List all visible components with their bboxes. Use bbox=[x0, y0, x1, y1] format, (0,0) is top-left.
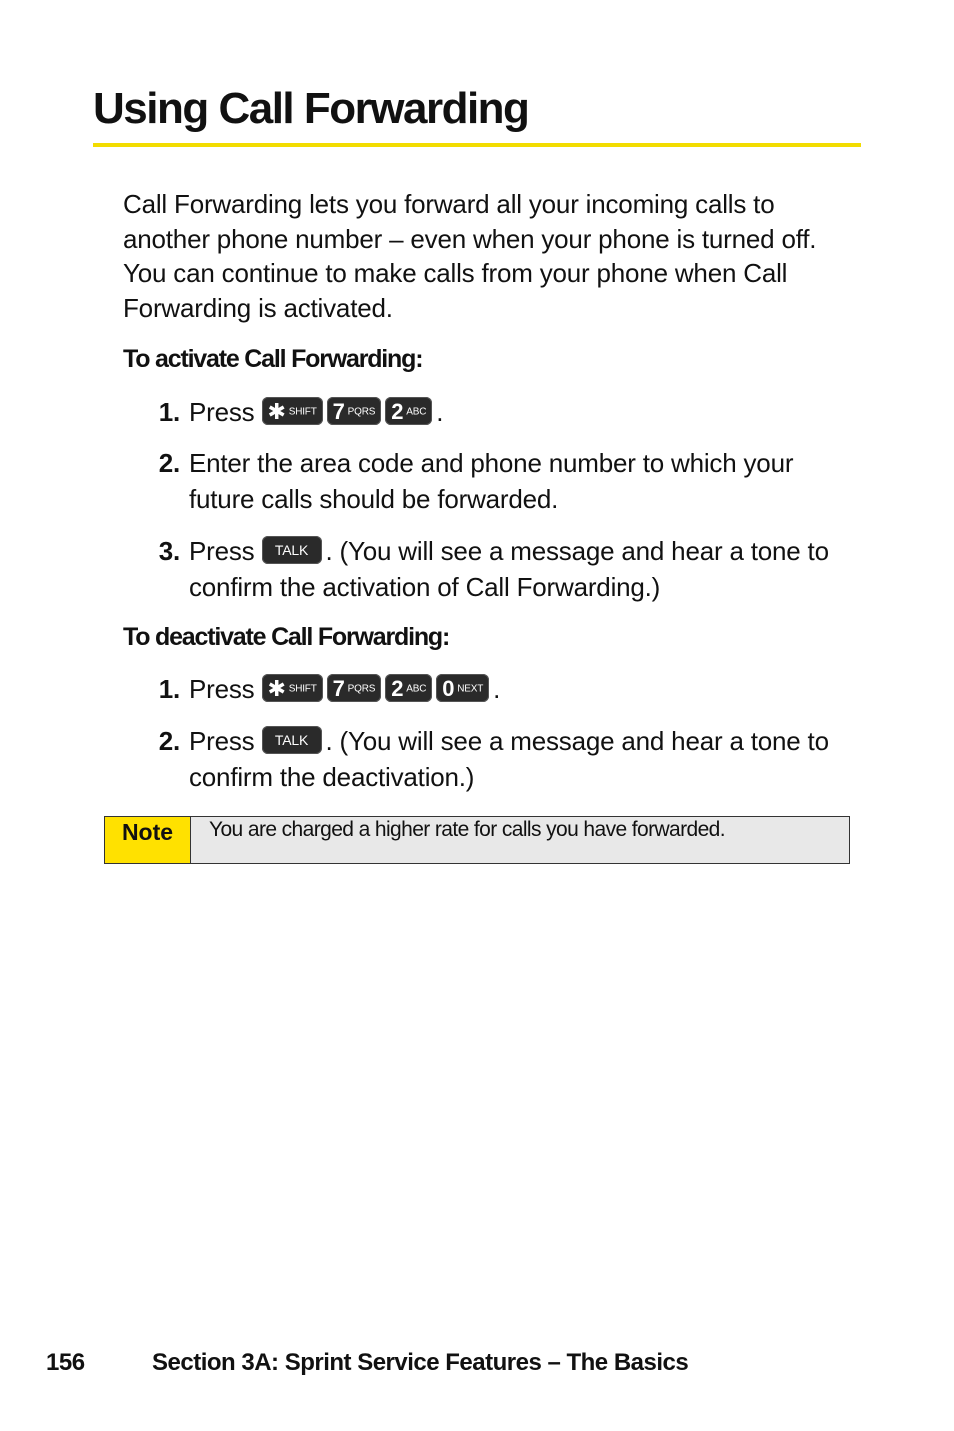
star-shift-key: ✱ SHIFT bbox=[262, 674, 323, 702]
activate-heading: To activate Call Forwarding: bbox=[123, 345, 423, 373]
step-number: 1. bbox=[158, 674, 180, 704]
two-abc-key: 2 ABC bbox=[385, 674, 432, 702]
step-number: 1. bbox=[158, 397, 180, 427]
seven-pqrs-key: 7 PQRS bbox=[327, 397, 382, 425]
page-number: 156 bbox=[46, 1349, 85, 1376]
two-abc-key: 2 ABC bbox=[385, 397, 432, 425]
title-underline bbox=[93, 143, 861, 147]
step-text-end: . (You will see a message and hear a tone to confirm the activation of Call Forwarding.) bbox=[189, 536, 829, 602]
step-number: 2. bbox=[158, 448, 180, 478]
intro-paragraph: Call Forwarding lets you forward all your incoming calls to another phone number – even when your phone is turned off. You can continue to make calls from your phone when Call Forwarding is activated. bbox=[123, 189, 817, 323]
step-text: Press bbox=[189, 536, 255, 566]
zero-next-key: 0 NEXT bbox=[436, 674, 489, 702]
star-key-icon: ✱ bbox=[267, 676, 286, 702]
note-label: Note bbox=[105, 817, 191, 863]
star-shift-key: ✱ SHIFT bbox=[262, 397, 323, 425]
step-text: Press bbox=[189, 726, 255, 756]
page-title: Using Call Forwarding bbox=[93, 84, 529, 133]
seven-pqrs-key: 7 PQRS bbox=[327, 674, 382, 702]
step-text-end: . bbox=[493, 674, 501, 704]
talk-key: TALK bbox=[262, 536, 322, 564]
star-key-icon: ✱ bbox=[267, 399, 286, 425]
section-footer: Section 3A: Sprint Service Features – The Basics bbox=[152, 1349, 689, 1376]
note-box bbox=[104, 816, 850, 864]
step-text-end: . bbox=[436, 397, 444, 427]
note-text: You are charged a higher rate for calls you have forwarded. bbox=[209, 818, 725, 841]
talk-key: TALK bbox=[262, 726, 322, 754]
step-number: 2. bbox=[158, 726, 180, 756]
step-text: Enter the area code and phone number to which your future calls should be forwarded. bbox=[189, 448, 794, 514]
step-text-end: . (You will see a message and hear a tone to confirm the deactivation.) bbox=[189, 726, 829, 792]
step-text: Press bbox=[189, 674, 255, 704]
step-text: Press bbox=[189, 397, 255, 427]
deactivate-heading: To deactivate Call Forwarding: bbox=[123, 623, 450, 651]
step-number: 3. bbox=[158, 536, 180, 566]
